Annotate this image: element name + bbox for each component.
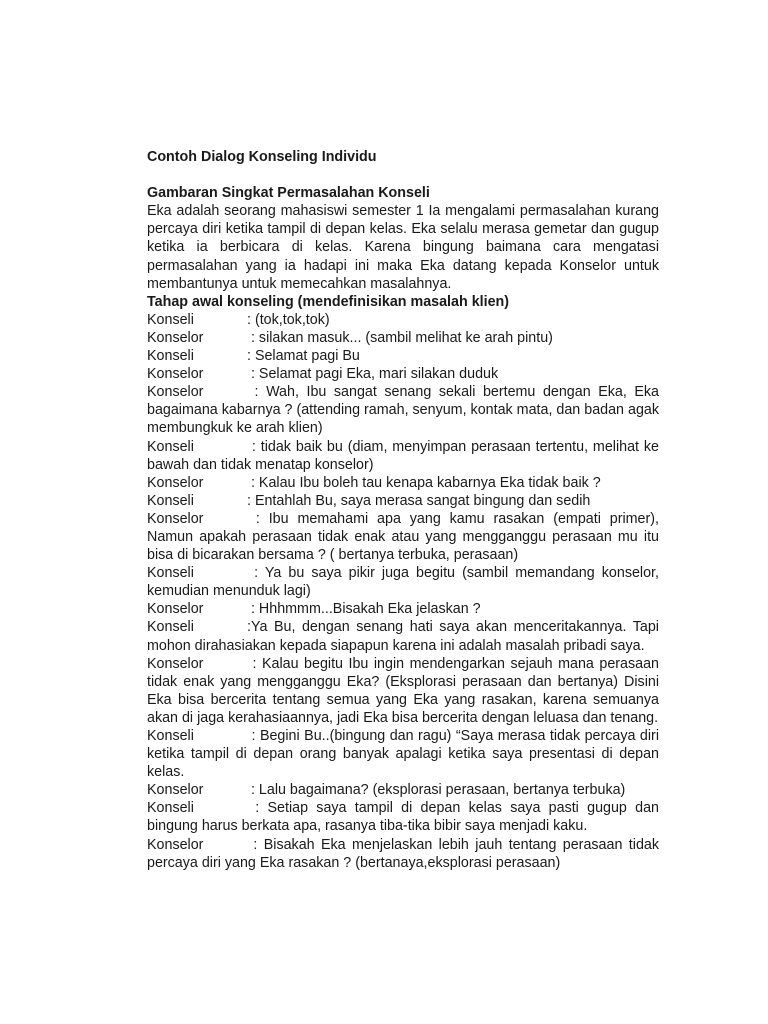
dialog-turn [147, 600, 659, 618]
speaker-label: Konseli [147, 438, 194, 455]
dialog-turn [147, 510, 659, 564]
speaker-label: Konselor [147, 384, 204, 401]
utterance-text: : tidak baik bu (diam, menyimpan perasaan tertentu, melihat ke bawah dan tidak menatap konselor) [147, 438, 659, 473]
utterance-text: : Kalau Ibu boleh tau kenapa kabarnya Eka tidak baik ? [247, 474, 601, 491]
utterance-text: : Ya bu saya pikir juga begitu (sambil memandang konselor, kemudian menunduk lagi) [147, 565, 659, 600]
utterance-text: : Kalau begitu Ibu ingin mendengarkan sejauh mana perasaan tidak enak yang mengganggu Eka? (Eksplorasi perasaan dan bertanya) Disini Eka bisa bercerita tentang semua yang Eka yang rasakan, karena semuanya akan di jaga kerahasiaannya, jadi Eka bisa bercerita dengan leluasa dan tenang. [147, 655, 659, 726]
dialog-turn [147, 781, 659, 799]
dialog-turn [147, 311, 659, 329]
utterance-text: : Begini Bu..(bingung dan ragu) “Saya merasa tidak percaya diri ketika tampil di depan orang banyak apalagi ketika saya presentasi di depan kelas. [147, 728, 659, 781]
blank-line [147, 166, 659, 184]
dialog-turn [147, 474, 659, 492]
speaker-label: Konseli [147, 800, 194, 817]
speaker-label: Konselor [147, 601, 204, 618]
speaker-label: Konselor [147, 474, 204, 491]
speaker-label: Konseli [147, 619, 194, 636]
utterance-text: : Entahlah Bu, saya merasa sangat bingung dan sedih [247, 492, 591, 509]
dialog-turn [147, 383, 659, 437]
speaker-label: Konselor [147, 329, 204, 346]
speaker-label: Konselor [147, 655, 204, 672]
dialog-turn [147, 492, 659, 510]
dialog-turn [147, 618, 659, 654]
stage-heading: Tahap awal konseling (mendefinisikan masalah klien) [147, 293, 510, 310]
dialog-turn [147, 329, 659, 347]
speaker-label: Konseli [147, 565, 194, 582]
utterance-text: : Hhhmmm...Bisakah Eka jelaskan ? [247, 601, 481, 618]
utterance-text: : silakan masuk... (sambil melihat ke arah pintu) [247, 329, 553, 346]
utterance-text: :Ya Bu, dengan senang hati saya akan menceritakannya. Tapi mohon dirahasiakan kepada siapapun karena ini adalah masalah pribadi saya. [147, 619, 659, 654]
speaker-label: Konselor [147, 782, 204, 799]
speaker-label: Konselor [147, 366, 204, 383]
speaker-label: Konselor [147, 836, 204, 853]
dialog-turn [147, 347, 659, 365]
utterance-text: : Wah, Ibu sangat senang sekali bertemu dengan Eka, Eka bagaimana kabarnya ? (attending ramah, senyum, kontak mata, dan badan agak membungkuk ke arah klien) [147, 384, 659, 437]
dialog-turn [147, 799, 659, 835]
utterance-text: : (tok,tok,tok) [247, 311, 330, 328]
speaker-label: Konseli [147, 492, 194, 509]
summary-heading: Gambaran Singkat Permasalahan Konseli [147, 185, 430, 202]
dialog-turn [147, 438, 659, 474]
utterance-text: : Selamat pagi Eka, mari silakan duduk [247, 366, 499, 383]
speaker-label: Konseli [147, 728, 194, 744]
utterance-text: : Lalu bagaimana? (eksplorasi perasaan, bertanya terbuka) [247, 782, 626, 799]
dialog-turn [147, 727, 659, 781]
utterance-text: : Setiap saya tampil di depan kelas saya pasti gugup dan bingung harus berkata apa, rasanya tiba-tika bibir saya menjadi kaku. [147, 800, 659, 835]
utterance-text: : Selamat pagi Bu [247, 348, 360, 365]
speaker-label: Konseli [147, 348, 194, 365]
document-title: Contoh Dialog Konseling Individu [147, 149, 377, 165]
dialog-turn [147, 836, 659, 872]
dialog-transcript [147, 311, 659, 872]
summary-paragraph: Eka adalah seorang mahasiswi semester 1 Ia mengalami permasalahan kurang percaya diri ketika tampil di depan kelas. Eka selalu merasa gemetar dan gugup ketika ia berbicara di kelas. Karena bingung baimana cara mengatasi permasalahan yang ia hadapi ini maka Eka datang kepada Konselor untuk membantunya untuk memecahkan masalahnya. [147, 203, 659, 292]
utterance-text: : Bisakah Eka menjelaskan lebih jauh tentang perasaan tidak percaya diri yang Eka rasakan ? (bertanaya,eksplorasi perasaan) [147, 836, 659, 871]
dialog-turn [147, 564, 659, 600]
dialog-turn [147, 655, 659, 727]
speaker-label: Konseli [147, 311, 194, 328]
speaker-label: Konselor [147, 510, 204, 527]
utterance-text: : Ibu memahami apa yang kamu rasakan (empati primer), Namun apakah perasaan tidak enak atau yang mengganggu perasaan mu itu bisa di bicarakan bersama ? ( bertanya terbuka, perasaan) [147, 510, 659, 564]
dialog-turn [147, 365, 659, 383]
document-page [147, 148, 659, 872]
